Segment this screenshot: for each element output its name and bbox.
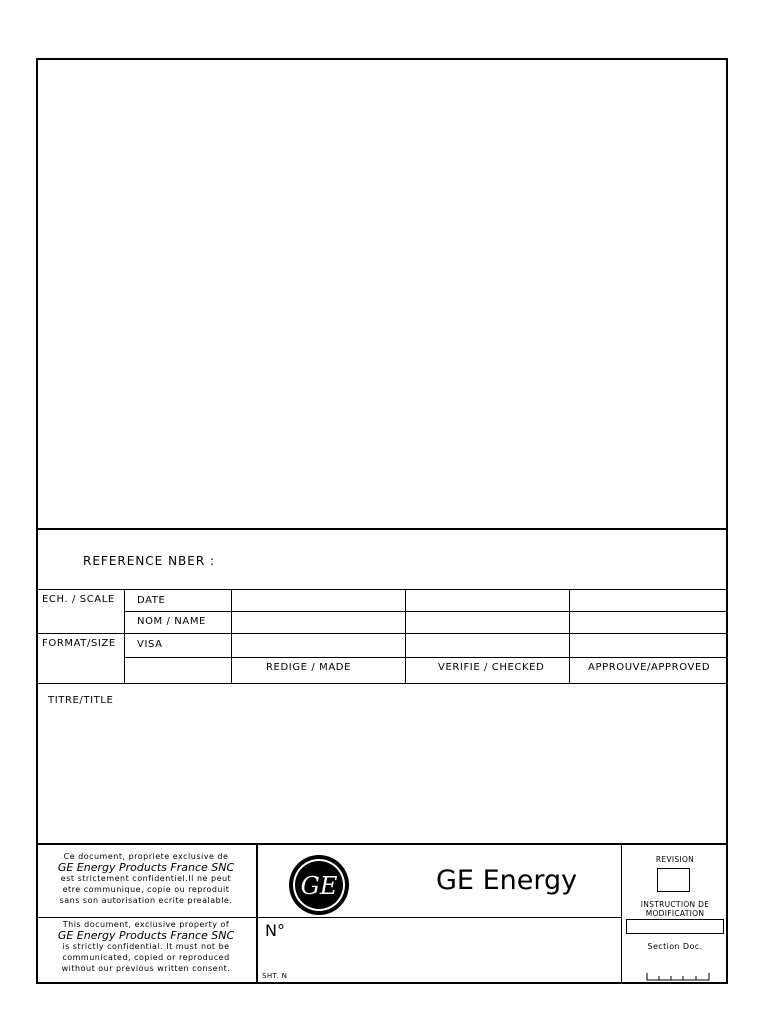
bottom-mid-line (36, 917, 621, 918)
date-label: DATE (137, 595, 166, 606)
confidential-fr-line-3: etre communique, copie ou reproduit (62, 885, 230, 894)
table-row-line-1 (125, 611, 728, 612)
reference-label: REFERENCE NBER : (83, 554, 216, 568)
revision-box (657, 868, 690, 892)
table-col-line-3 (405, 589, 406, 683)
confidential-fr-line-2: est strictement confidentiel.Il ne peut (60, 874, 232, 883)
confidential-divider (256, 844, 258, 984)
drawing-frame (36, 58, 728, 984)
section-doc-label: Section Doc. (647, 942, 703, 951)
checked-label: VERIFIE / CHECKED (438, 662, 545, 673)
sheet-number-label: SHT. N (262, 972, 288, 980)
section-doc-tick-marks (646, 970, 710, 982)
confidential-en-line-1: This document, exclusive property of (62, 920, 230, 929)
confidential-en-line-4: without our previous written consent. (61, 964, 231, 973)
visa-label: VISA (137, 639, 163, 650)
company-name: GE Energy (436, 865, 578, 896)
name-label: NOM / NAME (137, 616, 206, 627)
table-col-line-1 (124, 589, 125, 683)
instruction-box (626, 919, 724, 934)
confidential-fr-line-1: Ce document, propriete exclusive de (63, 852, 229, 861)
table-row-line-2 (36, 633, 728, 634)
instruction-line-1: INSTRUCTION DE (640, 900, 710, 909)
confidential-en-line-3: communicated, copied or reproduced (62, 953, 230, 962)
confidential-en-line-2: is strictly confidential. It must not be (62, 942, 230, 951)
confidential-fr-line-4: sans son autorisation ecrite prealable. (59, 896, 233, 905)
revision-label: REVISION (655, 855, 695, 864)
number-label: N° (265, 921, 285, 940)
scale-label: ECH. / SCALE (42, 594, 115, 605)
table-row-line-3 (125, 657, 728, 658)
approved-label: APPROUVE/APPROVED (588, 662, 711, 673)
ge-monogram: GE (300, 872, 338, 900)
drawing-area-divider (36, 528, 728, 530)
instruction-label (622, 900, 728, 918)
format-size-label: FORMAT/SIZE (42, 638, 116, 649)
reference-divider (36, 589, 728, 590)
table-col-line-2 (231, 589, 232, 683)
instruction-line-2: MODIFICATION (645, 909, 705, 918)
confidential-fr-company: GE Energy Products France SNC (57, 861, 235, 874)
table-col-line-4 (569, 589, 570, 683)
table-bottom-line (36, 683, 728, 684)
ge-logo-icon (288, 854, 350, 916)
made-label: REDIGE / MADE (266, 662, 351, 673)
title-label: TITRE/TITLE (48, 695, 114, 706)
confidential-notice-fr (36, 851, 256, 906)
title-bottom-line (36, 843, 728, 845)
confidential-en-company: GE Energy Products France SNC (57, 929, 235, 942)
confidential-notice-en (36, 919, 256, 974)
